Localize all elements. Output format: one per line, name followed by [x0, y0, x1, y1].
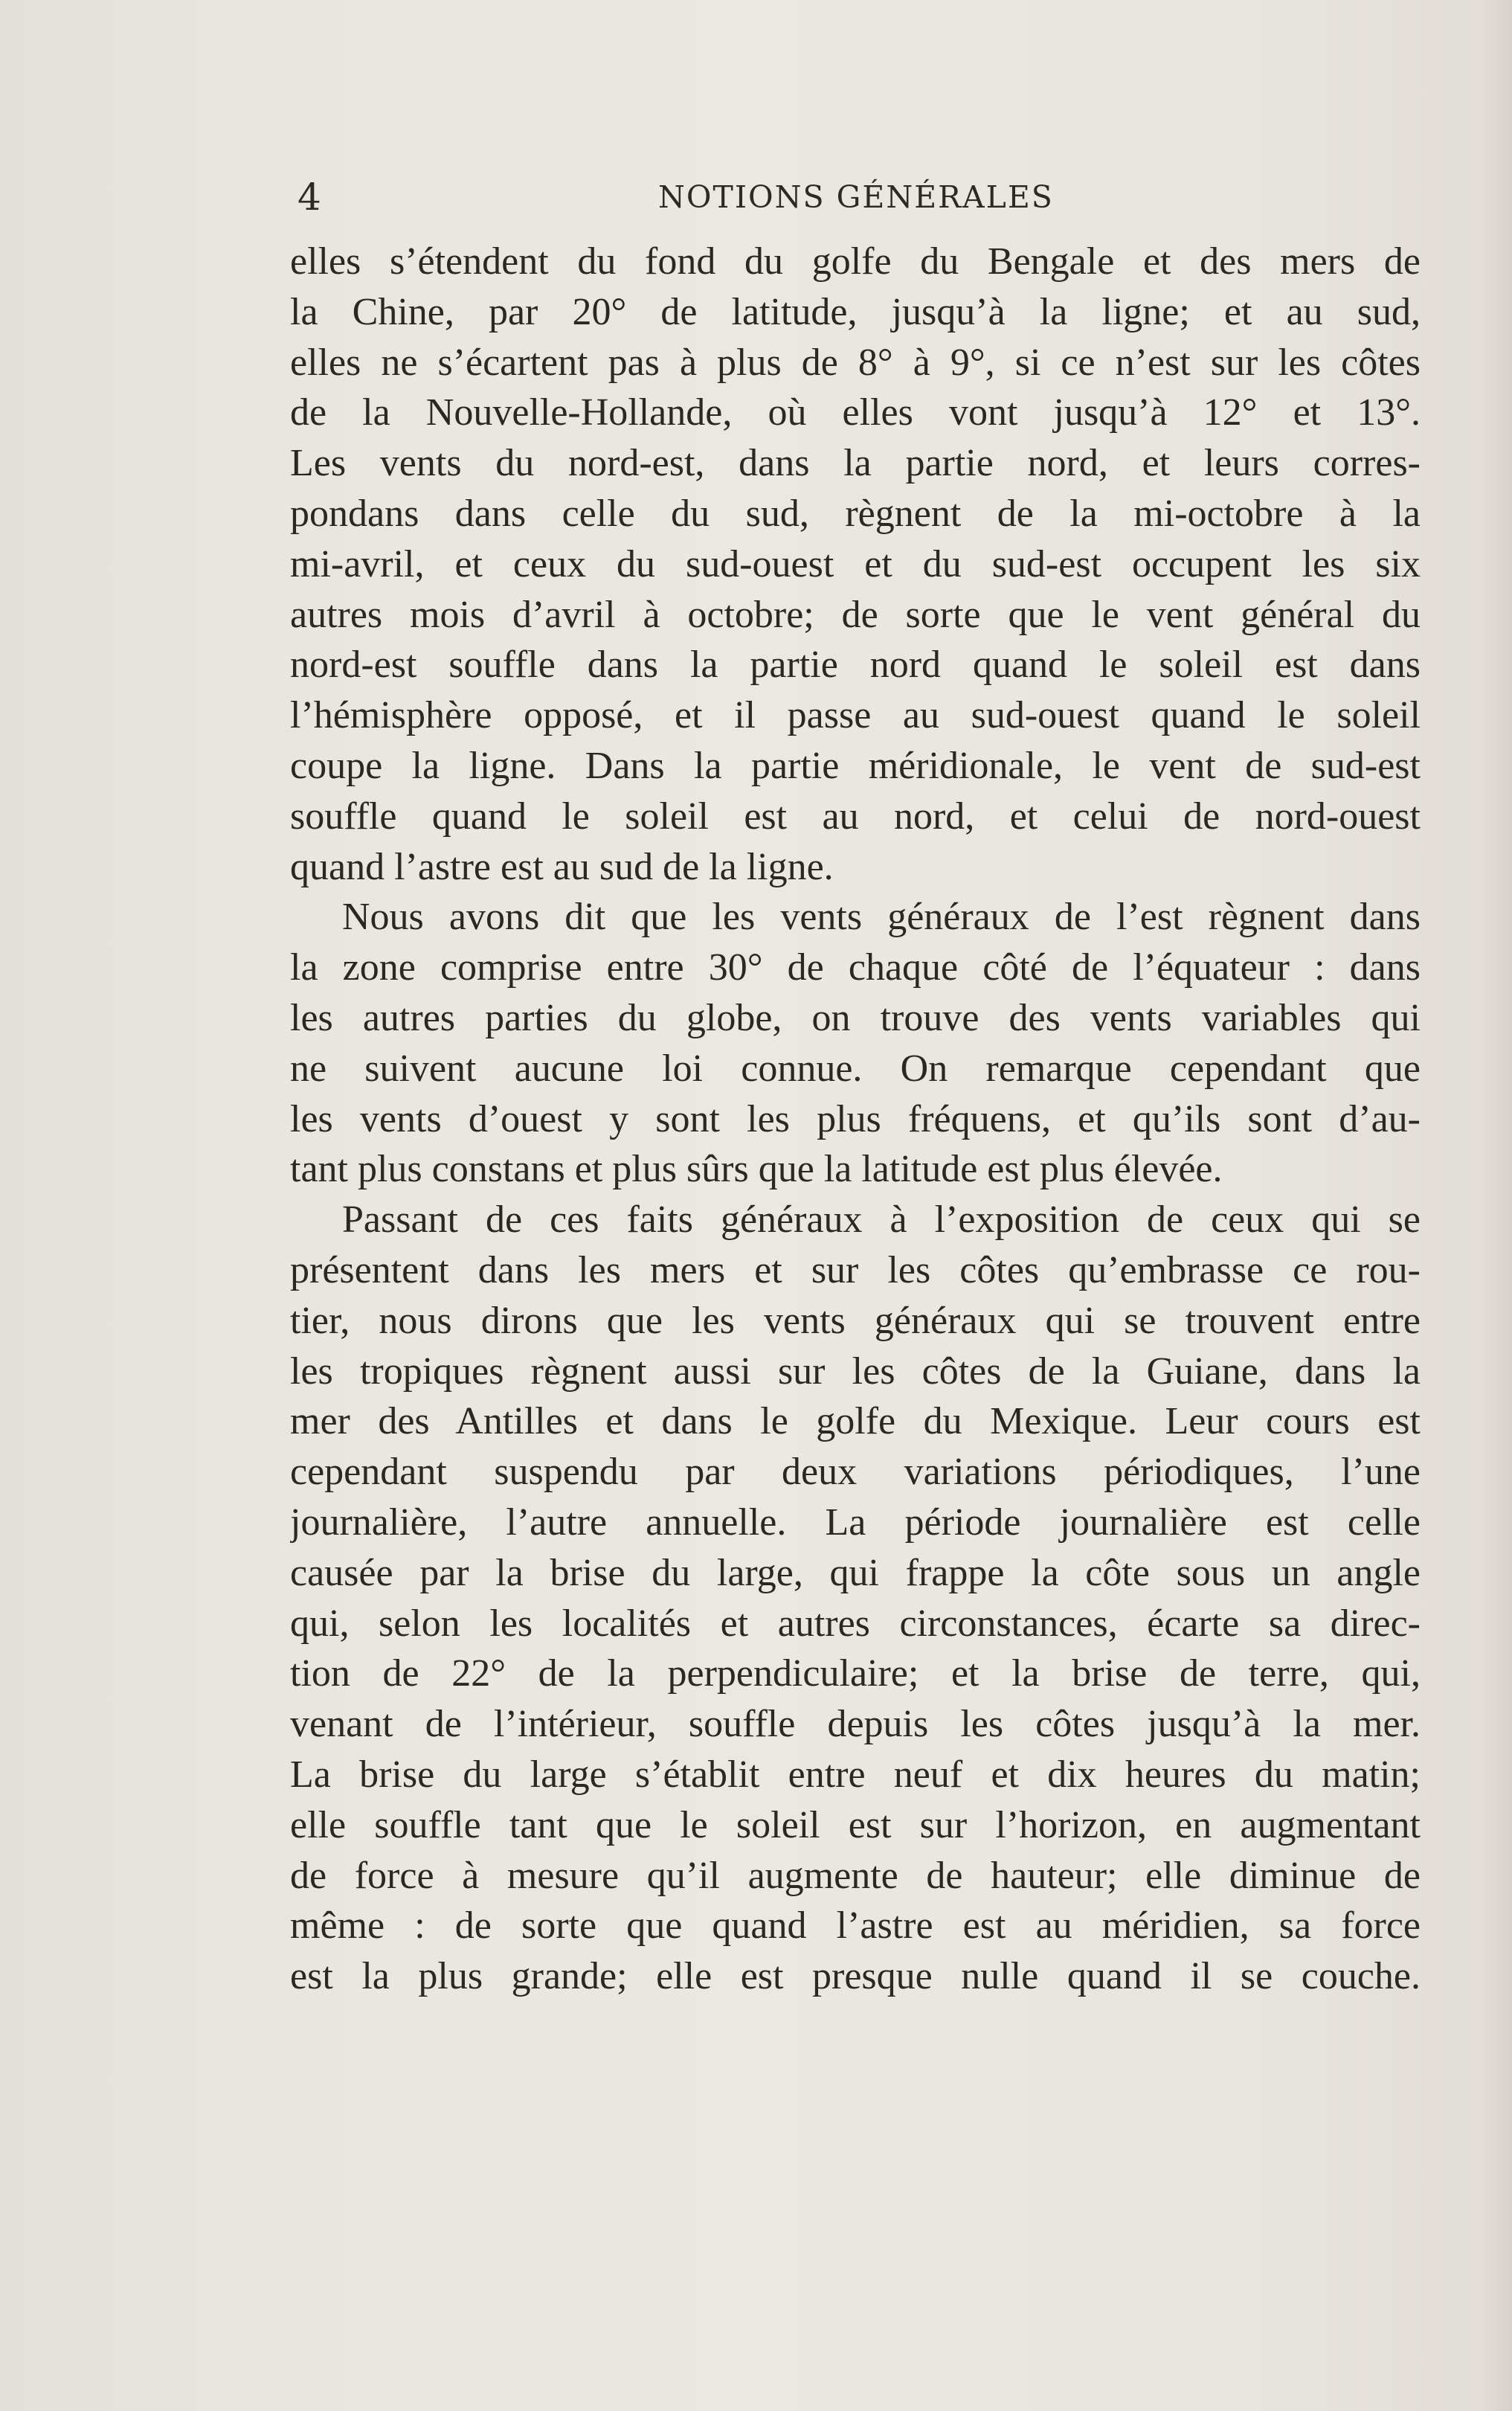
text-line: mi-avril, et ceux du sud-ouest et du sud-est occupent les six — [290, 542, 1421, 585]
text-line: la zone comprise entre 30° de chaque côté de l’équateur : dans — [290, 946, 1421, 989]
text-line: nord-est souffle dans la partie nord quand le soleil est dans — [290, 643, 1421, 687]
text-line: tier, nous dirons que les vents généraux qui se trouvent entre — [290, 1299, 1421, 1342]
text-line: mer des Antilles et dans le golfe du Mexique. Leur cours est — [290, 1400, 1421, 1443]
running-head: NOTIONS GÉNÉRALES — [658, 179, 1054, 215]
text-line: l’hémisphère opposé, et il passe au sud-ouest quand le soleil — [290, 694, 1421, 737]
text-line: de la Nouvelle-Hollande, où elles vont jusqu’à 12° et 13°. — [290, 391, 1421, 434]
text-line: les autres parties du globe, on trouve des vents variables qui — [290, 996, 1421, 1039]
text-line: coupe la ligne. Dans la partie méridionale, le vent de sud-est — [290, 744, 1421, 787]
text-line: Les vents du nord-est, dans la partie nord, et leurs corres- — [290, 442, 1421, 485]
text-line: elle souffle tant que le soleil est sur l’horizon, en augmentant — [290, 1803, 1421, 1846]
text-line: ne suivent aucune loi connue. On remarque cependant que — [290, 1047, 1421, 1090]
paragraph-start-line: Passant de ces faits généraux à l’exposition de ceux qui se — [342, 1198, 1421, 1242]
text-line: causée par la brise du large, qui frappe la côte sous un angle — [290, 1551, 1421, 1594]
paragraph-start-line: Nous avons dit que les vents généraux de l’est règnent dans — [342, 896, 1421, 939]
text-line: est la plus grande; elle est presque nulle quand il se couche. — [290, 1955, 1421, 1998]
text-line: cependant suspendu par deux variations périodiques, l’une — [290, 1451, 1421, 1494]
paragraph-end-line: quand l’astre est au sud de la ligne. — [290, 845, 834, 888]
text-line: souffle quand le soleil est au nord, et celui de nord-ouest — [290, 794, 1421, 838]
text-line: autres mois d’avril à octobre; de sorte que le vent général du — [290, 593, 1421, 636]
body-text — [290, 237, 1421, 2002]
page-header — [290, 167, 1421, 227]
text-line: présentent dans les mers et sur les côtes qu’embrasse ce rou- — [290, 1248, 1421, 1291]
text-line: venant de l’intérieur, souffle depuis les côtes jusqu’à la mer. — [290, 1703, 1421, 1746]
text-line: les tropiques règnent aussi sur les côtes de la Guiane, dans la — [290, 1349, 1421, 1393]
text-line: qui, selon les localités et autres circonstances, écarte sa direc- — [290, 1602, 1421, 1645]
text-line: elles s’étendent du fond du golfe du Bengale et des mers de — [290, 240, 1421, 283]
text-line: les vents d’ouest y sont les plus fréquens, et qu’ils sont d’au- — [290, 1097, 1421, 1140]
text-line: elles ne s’écartent pas à plus de 8° à 9°, si ce n’est sur les côtes — [290, 341, 1421, 384]
text-line: pondans dans celle du sud, règnent de la mi-octobre à la — [290, 492, 1421, 535]
paragraph-end-line: tant plus constans et plus sûrs que la latitude est plus élevée. — [290, 1148, 1223, 1191]
text-line: journalière, l’autre annuelle. La période journalière est celle — [290, 1500, 1421, 1544]
text-line: la Chine, par 20° de latitude, jusqu’à la ligne; et au sud, — [290, 290, 1421, 333]
text-line: de force à mesure qu’il augmente de hauteur; elle diminue de — [290, 1854, 1421, 1897]
text-line: même : de sorte que quand l’astre est au méridien, sa force — [290, 1904, 1421, 1948]
page-number: 4 — [297, 176, 321, 219]
page-edge-shadow — [1482, 0, 1512, 2411]
text-line: tion de 22° de la perpendiculaire; et la brise de terre, qui, — [290, 1652, 1421, 1695]
text-line: La brise du large s’établit entre neuf et dix heures du matin; — [290, 1753, 1421, 1796]
